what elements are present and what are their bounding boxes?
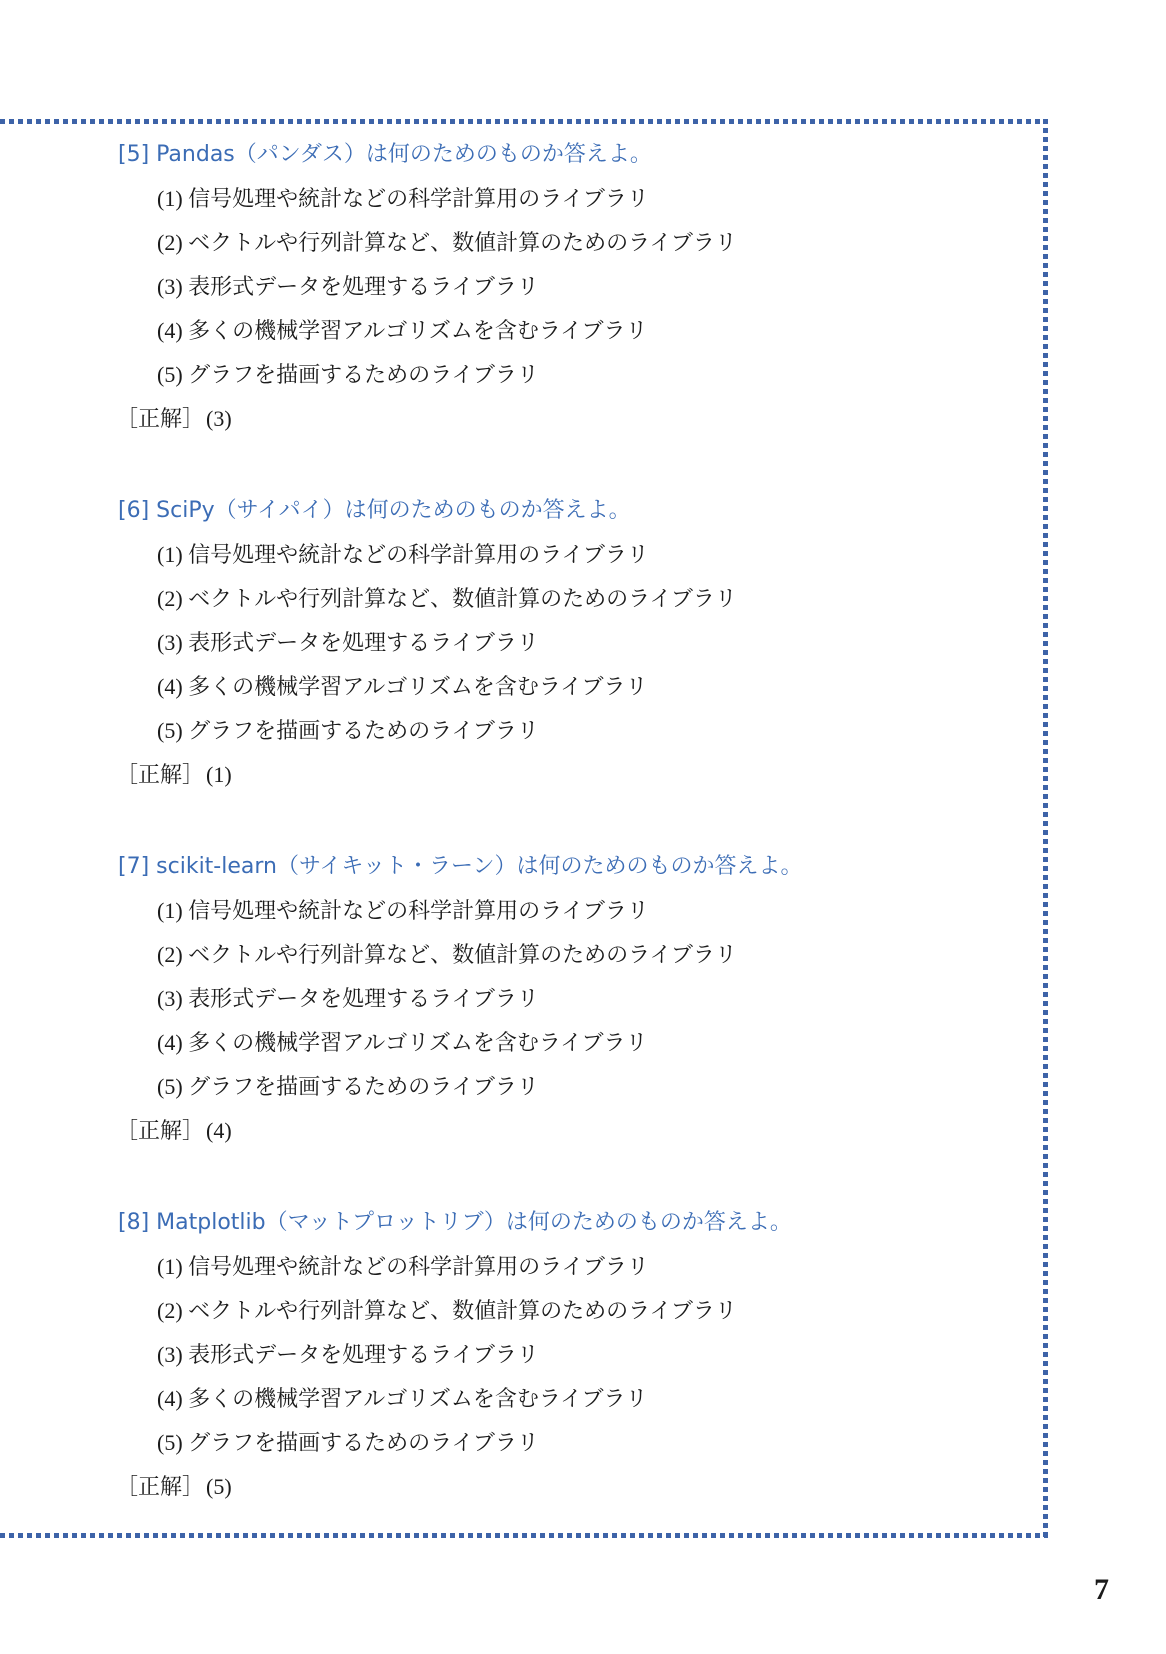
option-2: (2) ベクトルや行列計算など、数値計算のためのライブラリ — [157, 586, 737, 611]
option-1: (1) 信号処理や統計などの科学計算用のライブラリ — [157, 186, 649, 211]
question-title: [7] scikit-learn（サイキット・ラーン）は何のためのものか答えよ。 — [118, 854, 803, 879]
answer-label: ［正解］ — [116, 762, 205, 787]
dotted-frame-top — [0, 119, 1048, 124]
option-2: (2) ベクトルや行列計算など、数値計算のためのライブラリ — [157, 230, 737, 255]
answer-label: ［正解］ — [116, 406, 205, 431]
option-3: (3) 表形式データを処理するライブラリ — [157, 274, 539, 299]
question-title: [5] Pandas（パンダス）は何のためのものか答えよ。 — [118, 142, 652, 167]
answer-label: ［正解］ — [116, 1474, 205, 1499]
option-3: (3) 表形式データを処理するライブラリ — [157, 986, 539, 1011]
page-number: 7 — [1094, 1573, 1109, 1606]
answer-value: (3) — [206, 406, 232, 431]
question-8 — [0, 1201, 1040, 1509]
question-title: [8] Matplotlib（マットプロットリブ）は何のためのものか答えよ。 — [118, 1210, 792, 1235]
option-4: (4) 多くの機械学習アルゴリズムを含むライブラリ — [157, 674, 648, 699]
answer-value: (1) — [206, 762, 232, 787]
question-5 — [0, 133, 1040, 441]
option-4: (4) 多くの機械学習アルゴリズムを含むライブラリ — [157, 318, 648, 343]
answer-line — [0, 1465, 1040, 1509]
option-1: (1) 信号処理や統計などの科学計算用のライブラリ — [157, 1254, 649, 1279]
question-title: [6] SciPy（サイパイ）は何のためのものか答えよ。 — [118, 498, 631, 523]
option-2: (2) ベクトルや行列計算など、数値計算のためのライブラリ — [157, 1298, 737, 1323]
answer-line — [0, 397, 1040, 441]
option-1: (1) 信号処理や統計などの科学計算用のライブラリ — [157, 542, 649, 567]
answer-value: (4) — [206, 1118, 232, 1143]
question-6 — [0, 489, 1040, 797]
answer-line — [0, 1109, 1040, 1153]
question-7 — [0, 845, 1040, 1153]
answer-line — [0, 753, 1040, 797]
quiz-content — [0, 133, 1040, 1557]
option-5: (5) グラフを描画するためのライブラリ — [157, 362, 539, 387]
option-5: (5) グラフを描画するためのライブラリ — [157, 718, 539, 743]
answer-label: ［正解］ — [116, 1118, 205, 1143]
option-1: (1) 信号処理や統計などの科学計算用のライブラリ — [157, 898, 649, 923]
answer-value: (5) — [206, 1474, 232, 1499]
option-4: (4) 多くの機械学習アルゴリズムを含むライブラリ — [157, 1030, 648, 1055]
option-4: (4) 多くの機械学習アルゴリズムを含むライブラリ — [157, 1386, 648, 1411]
option-3: (3) 表形式データを処理するライブラリ — [157, 630, 539, 655]
option-2: (2) ベクトルや行列計算など、数値計算のためのライブラリ — [157, 942, 737, 967]
dotted-frame-right — [1043, 119, 1048, 1538]
option-3: (3) 表形式データを処理するライブラリ — [157, 1342, 539, 1367]
option-5: (5) グラフを描画するためのライブラリ — [157, 1074, 539, 1099]
option-5: (5) グラフを描画するためのライブラリ — [157, 1430, 539, 1455]
